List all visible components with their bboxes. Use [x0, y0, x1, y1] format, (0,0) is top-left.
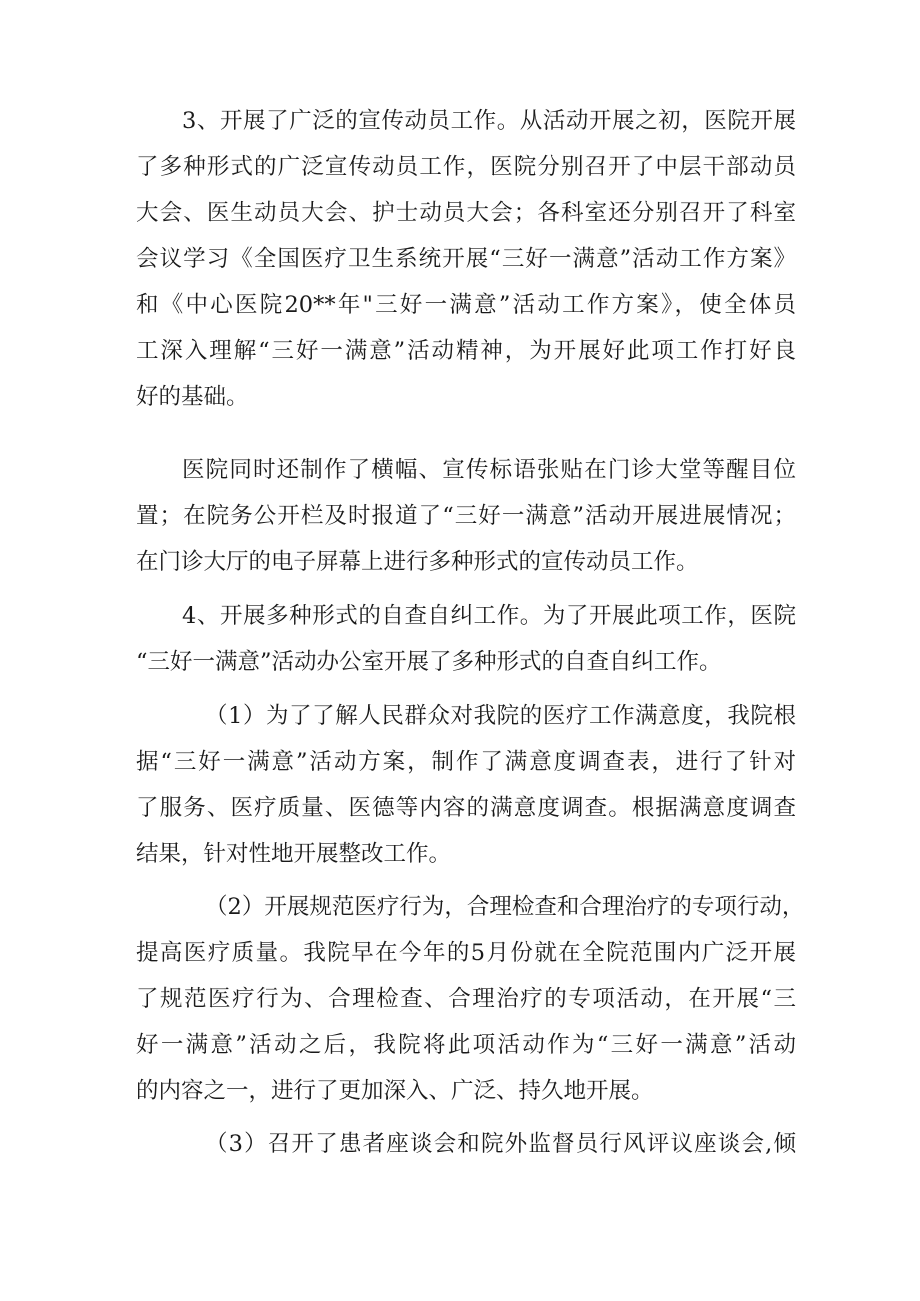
- item-2-line-5: 的内容之一，进行了更加深入、广泛、持久地开展。: [136, 1078, 654, 1104]
- paragraph-publicity-line-3: 在门诊大厅的电子屏幕上进行多种形式的宣传动员工作。: [136, 549, 699, 575]
- paragraph-3-line-4: 会议学习《全国医疗卫生系统开展“三好一满意”活动工作方案》: [136, 246, 796, 272]
- item-1-line-4: 结果，针对性地开展整改工作。: [136, 841, 452, 867]
- item-1-line-1: （1）为了了解人民群众对我院的医疗工作满意度，我院根: [205, 703, 796, 729]
- paragraph-3-line-7: 好的基础。: [136, 384, 249, 410]
- paragraph-3-line-2: 了多种形式的广泛宣传动员工作，医院分别召开了中层干部动员: [136, 154, 796, 180]
- item-2-line-1: （2）开展规范医疗行为，合理检查和合理治疗的专项行动，: [205, 894, 805, 920]
- paragraph-4-line-2: “三好一满意”活动办公室开展了多种形式的自查自纠工作。: [136, 649, 722, 675]
- paragraph-3-line-6: 工深入理解“三好一满意”活动精神，为开展好此项工作打好良: [136, 338, 796, 364]
- item-3-line-1: （3）召开了患者座谈会和院外监督员行风评议座谈会,倾: [205, 1131, 796, 1157]
- paragraph-publicity-line-2: 置；在院务公开栏及时报道了“三好一满意”活动开展进展情况；: [136, 503, 796, 529]
- paragraph-3-line-5: 和《中心医院20**年"三好一满意”活动工作方案》，使全体员: [136, 292, 796, 318]
- item-1-line-2: 据“三好一满意”活动方案，制作了满意度调查表，进行了针对: [136, 749, 796, 775]
- item-2-line-3: 了规范医疗行为、合理检查、合理治疗的专项活动，在开展“三: [136, 986, 796, 1012]
- item-2-line-4: 好一满意”活动之后，我院将此项活动作为“三好一满意”活动: [136, 1032, 796, 1058]
- paragraph-3-line-1: 3、开展了广泛的宣传动员工作。从活动开展之初，医院开展: [182, 108, 796, 134]
- item-2-line-2: 提高医疗质量。我院早在今年的5月份就在全院范围内广泛开展: [136, 940, 796, 966]
- paragraph-4-line-1: 4、开展多种形式的自查自纠工作。为了开展此项工作，医院: [182, 603, 796, 629]
- paragraph-publicity-line-1: 医院同时还制作了横幅、宣传标语张贴在门诊大堂等醒目位: [182, 457, 796, 483]
- item-1-line-3: 了服务、医疗质量、医德等内容的满意度调查。根据满意度调查: [136, 795, 796, 821]
- paragraph-3-line-3: 大会、医生动员大会、护士动员大会；各科室还分别召开了科室: [136, 200, 796, 226]
